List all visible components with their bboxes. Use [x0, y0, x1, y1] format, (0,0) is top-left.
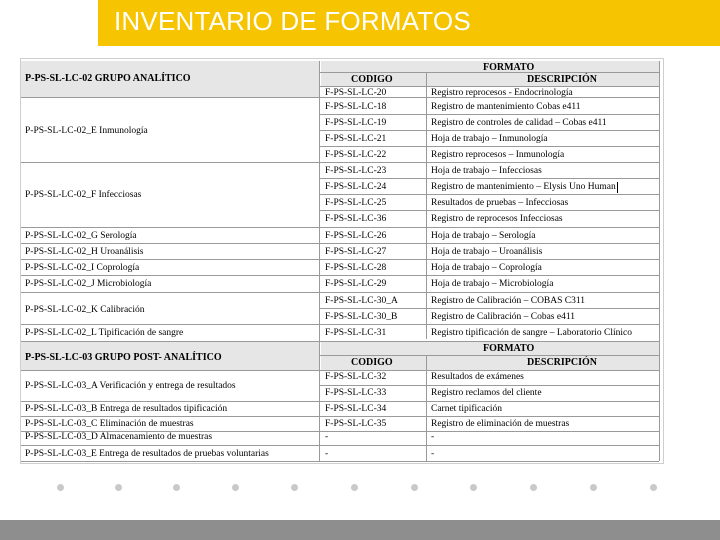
section1-code-13: F-PS-SL-LC-29 — [325, 279, 387, 289]
section1-procedure-inmunologia: P-PS-SL-LC-02_E Inmunología — [25, 126, 148, 136]
grid-line — [659, 61, 660, 461]
grid-line — [21, 341, 659, 342]
text-cursor — [617, 182, 618, 193]
section2-desc-1: Resultados de exámenes — [431, 372, 524, 382]
section2-desc-2: Registro reclamos del cliente — [431, 388, 542, 398]
section2-group-title: P-PS-SL-LC-03 GRUPO POST- ANALÍTICO — [25, 352, 222, 363]
section1-desc-7: Registro de mantenimiento – Elysis Uno Human — [431, 182, 616, 192]
grid-line — [319, 130, 659, 131]
decorative-dot — [173, 484, 180, 491]
section2-codigo-header: CODIGO — [351, 357, 393, 368]
section2-procedure-almacenamiento: P-PS-SL-LC-03_D Almacenamiento de muestras — [25, 432, 213, 442]
section2-code-6: - — [325, 449, 329, 459]
grid-line — [319, 210, 659, 211]
grid-line — [319, 385, 659, 386]
section1-desc-8: Resultados de pruebas – Infecciosas — [431, 198, 569, 208]
section2-procedure-entrega-tipificacion: P-PS-SL-LC-03_B Entrega de resultados tipificación — [25, 404, 228, 414]
grid-line — [21, 324, 659, 325]
footer-bar — [0, 520, 720, 540]
grid-line — [21, 97, 659, 98]
section1-code-2: F-PS-SL-LC-18 — [325, 102, 387, 112]
section2-desc-6: - — [431, 449, 435, 459]
section2-code-4: F-PS-SL-LC-35 — [325, 419, 387, 429]
decorative-dot — [57, 484, 64, 491]
section1-desc-6: Hoja de trabajo – Infecciosas — [431, 166, 542, 176]
section1-code-4: F-PS-SL-LC-21 — [325, 134, 387, 144]
section1-procedure-serologia: P-PS-SL-LC-02_G Serología — [25, 231, 137, 241]
section1-desc-12: Hoja de trabajo – Coprología — [431, 263, 542, 273]
section1-code-5: F-PS-SL-LC-22 — [325, 150, 387, 160]
grid-line — [21, 370, 659, 371]
decorative-dot — [530, 484, 537, 491]
grid-line — [319, 114, 659, 115]
grid-line — [21, 292, 659, 293]
section1-group-title: P-PS-SL-LC-02 GRUPO ANALÍTICO — [25, 73, 191, 84]
section1-code-12: F-PS-SL-LC-28 — [325, 263, 387, 273]
section1-desc-5: Registro reprocesos – Inmunología — [431, 150, 565, 160]
section2-code-2: F-PS-SL-LC-33 — [325, 388, 387, 398]
section1-formato-header: FORMATO — [483, 62, 535, 73]
section1-desc-14: Registro de Calibración – COBAS C311 — [431, 296, 586, 306]
section1-code-3: F-PS-SL-LC-19 — [325, 118, 387, 128]
section1-descripcion-header: DESCRIPCIÓN — [527, 74, 598, 85]
decorative-dot — [115, 484, 122, 491]
section2-desc-4: Registro de eliminación de muestras — [431, 419, 570, 429]
grid-line — [21, 461, 659, 462]
grid-line — [21, 162, 659, 163]
section1-desc-10: Hoja de trabajo – Serología — [431, 231, 536, 241]
section2-procedure-verificacion: P-PS-SL-LC-03_A Verificación y entrega de resultados — [25, 381, 236, 391]
section1-desc-16: Registro tipificación de sangre – Laboratorio Clínico — [431, 328, 633, 338]
grid-line — [21, 227, 659, 228]
section1-desc-3: Registro de controles de calidad – Cobas e411 — [431, 118, 607, 128]
grid-line — [426, 73, 427, 339]
grid-line — [319, 308, 659, 309]
section1-code-8: F-PS-SL-LC-25 — [325, 198, 387, 208]
grid-line — [21, 243, 659, 244]
page-title: INVENTARIO DE FORMATOS — [114, 6, 471, 36]
decorative-dot — [470, 484, 477, 491]
section1-desc-2: Registro de mantenimiento Cobas e411 — [431, 102, 581, 112]
section1-code-11: F-PS-SL-LC-27 — [325, 247, 387, 257]
section1-code-7: F-PS-SL-LC-24 — [325, 182, 387, 192]
section2-code-3: F-PS-SL-LC-34 — [325, 404, 387, 414]
grid-line — [319, 355, 659, 356]
grid-line — [21, 275, 659, 276]
section2-code-5: - — [325, 432, 329, 442]
section1-code-6: F-PS-SL-LC-23 — [325, 166, 387, 176]
section2-procedure-eliminacion: P-PS-SL-LC-03_C Eliminación de muestras — [25, 419, 194, 429]
section1-code-9: F-PS-SL-LC-36 — [325, 214, 387, 224]
section1-procedure-uroanalisis: P-PS-SL-LC-02_H Uroanálisis — [25, 247, 144, 257]
grid-line — [319, 194, 659, 195]
section1-desc-13: Hoja de trabajo – Microbiología — [431, 279, 554, 289]
section2-formato-header: FORMATO — [483, 343, 535, 354]
grid-line — [319, 86, 659, 87]
section1-desc-11: Hoja de trabajo – Uroanálisis — [431, 247, 543, 257]
grid-line — [319, 72, 659, 73]
grid-line — [21, 431, 659, 432]
section1-procedure-tipificacion: P-PS-SL-LC-02_L Tipificación de sangre — [25, 328, 184, 338]
section1-desc-1: Registro reprocesos - Endocrinología — [431, 88, 573, 98]
section2-desc-3: Carnet tipificación — [431, 404, 502, 414]
section2-descripcion-header: DESCRIPCIÓN — [527, 357, 598, 368]
decorative-dot — [351, 484, 358, 491]
section2-code-1: F-PS-SL-LC-32 — [325, 372, 387, 382]
section1-codigo-header: CODIGO — [351, 74, 393, 85]
section1-code-14: F-PS-SL-LC-30_A — [325, 296, 398, 306]
grid-line — [319, 146, 659, 147]
decorative-dot — [590, 484, 597, 491]
section1-code-10: F-PS-SL-LC-26 — [325, 231, 387, 241]
slide-dots — [0, 484, 720, 494]
section1-desc-9: Registro de reprocesos Infecciosas — [431, 214, 563, 224]
decorative-dot — [232, 484, 239, 491]
grid-line — [21, 259, 659, 260]
grid-line — [21, 445, 659, 446]
grid-line — [319, 178, 659, 179]
section2-procedure-voluntarias: P-PS-SL-LC-03_E Entrega de resultados de pruebas voluntarias — [25, 449, 269, 459]
section1-code-1: F-PS-SL-LC-20 — [325, 88, 387, 98]
grid-line — [21, 401, 659, 402]
decorative-dot — [650, 484, 657, 491]
section1-procedure-coprologia: P-PS-SL-LC-02_I Coprología — [25, 263, 140, 273]
decorative-dot — [411, 484, 418, 491]
section1-desc-4: Hoja de trabajo – Inmunología — [431, 134, 548, 144]
section1-procedure-infecciosas: P-PS-SL-LC-02_F Infecciosas — [25, 190, 142, 200]
decorative-dot — [291, 484, 298, 491]
grid-line — [21, 416, 659, 417]
section1-procedure-microbiologia: P-PS-SL-LC-02_J Microbiología — [25, 279, 152, 289]
formats-table — [20, 58, 664, 464]
section1-code-15: F-PS-SL-LC-30_B — [325, 312, 398, 322]
section1-desc-15: Registro de Calibración – Cobas e411 — [431, 312, 575, 322]
section2-desc-5: - — [431, 432, 435, 442]
section1-procedure-calibracion: P-PS-SL-LC-02_K Calibración — [25, 305, 145, 315]
section1-code-16: F-PS-SL-LC-31 — [325, 328, 387, 338]
